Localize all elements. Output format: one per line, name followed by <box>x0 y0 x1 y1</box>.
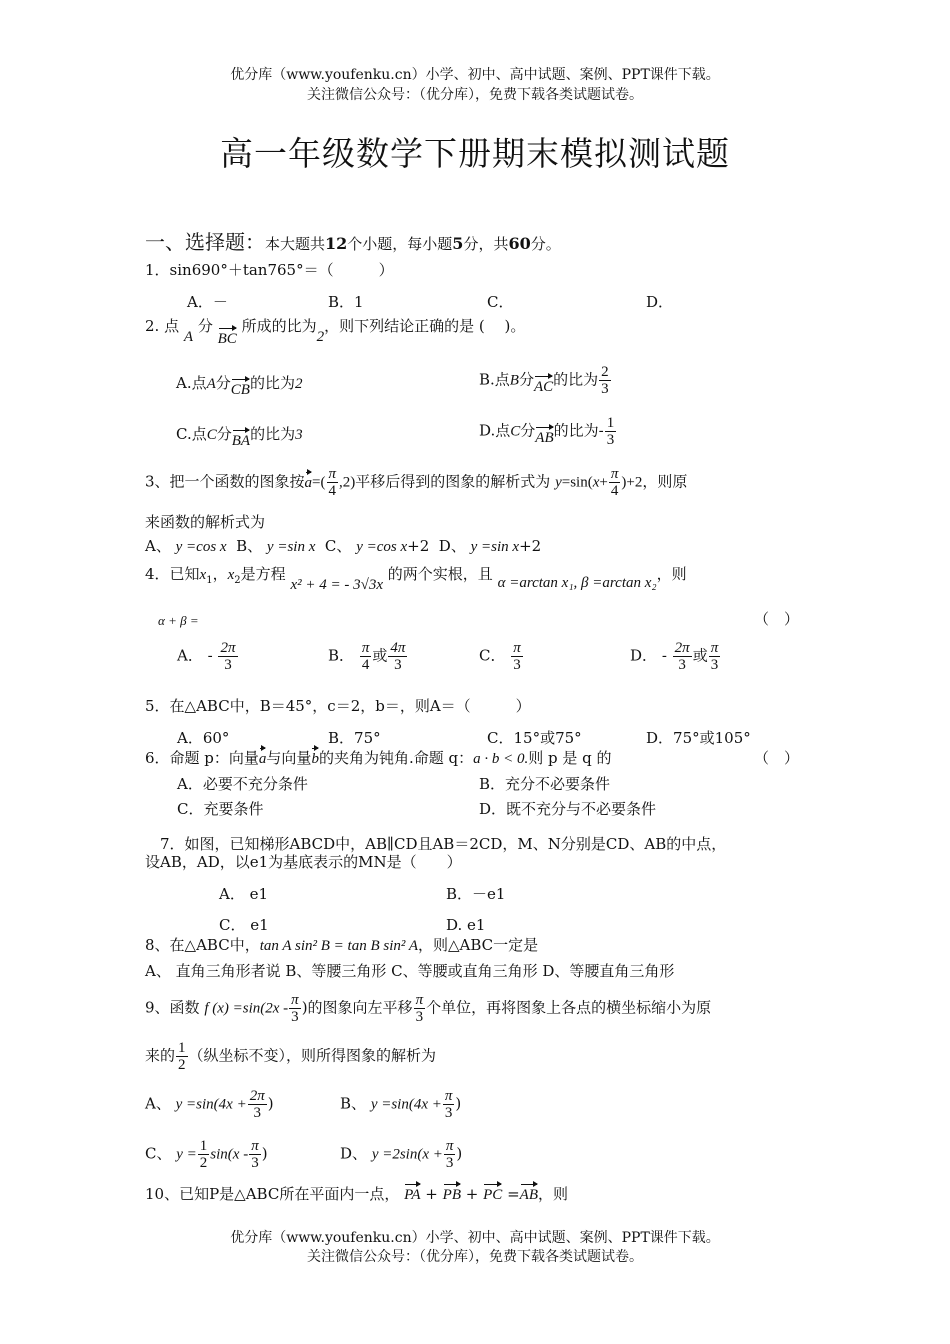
denominator: 3 <box>601 381 609 397</box>
denominator: 3 <box>251 1155 259 1171</box>
footer-line-2: 关注微信公众号：（优分库），免费下载各类试题试卷。 <box>307 1249 643 1265</box>
opt-text: C.点 <box>176 425 207 443</box>
q1-option-c: C． <box>487 293 514 311</box>
q2-text: ，则下列结论正确的是 ( )。 <box>324 317 526 335</box>
opt-vector: AB <box>535 429 554 446</box>
numerator: 2 <box>601 364 609 380</box>
q3-math: =sin( <box>561 474 593 491</box>
q9-option-c <box>145 1138 268 1171</box>
opt-label: B． <box>328 646 355 665</box>
q6-option-b: B．充分不必要条件 <box>479 775 611 793</box>
numerator: π <box>251 1138 259 1154</box>
opt-sign: - <box>207 646 213 665</box>
denominator: 3 <box>291 1009 299 1025</box>
q7-option-a: A． e1 <box>219 885 269 903</box>
opt-fraction <box>511 640 523 673</box>
q4-equation: x² + 4 = - 3√3x <box>290 577 383 593</box>
opt-text: D.点 <box>479 421 511 440</box>
q7-option-d: D. e1 <box>446 916 486 934</box>
q6-option-d: D．既不充分与不必要条件 <box>479 800 657 818</box>
q10-math: = <box>507 1185 520 1203</box>
denominator: 3 <box>606 432 615 448</box>
opt-label: C、 <box>324 537 352 555</box>
opt-fraction <box>605 415 617 448</box>
opt-text: 分 <box>215 374 231 392</box>
q9-text: 个单位，再将图象上各点的横坐标缩小为原 <box>426 998 712 1017</box>
q9-text: 来的 <box>145 1046 176 1065</box>
page-title: 高一年级数学下册期末模拟测试题 <box>220 134 730 173</box>
vector-a: a <box>304 474 313 491</box>
numerator: π <box>445 1138 454 1154</box>
opt-vector: AC <box>533 378 554 395</box>
denominator: 3 <box>415 1009 424 1025</box>
denominator: 3 <box>445 1155 454 1171</box>
q9-text: 的图象向左平移 <box>307 998 413 1017</box>
q6-answer-paren: （ ） <box>754 749 800 767</box>
opt-label: D、 <box>438 537 466 555</box>
denominator: 2 <box>178 1057 186 1073</box>
opt-label: D． <box>630 646 658 665</box>
q4-text: ，则 <box>656 565 687 583</box>
opt-expr: +2 <box>407 537 430 555</box>
q4-sub: 1 <box>206 575 213 586</box>
numerator: π <box>415 992 424 1008</box>
q9-fraction <box>289 992 301 1025</box>
opt-expr: y =cos x <box>175 539 227 555</box>
opt-point: C <box>510 423 521 440</box>
q3-fraction <box>327 466 339 499</box>
q6-text: 6．命题 p：向量 <box>145 749 259 767</box>
vector-bc: BC <box>217 331 237 347</box>
q4-sub: 2 <box>234 575 241 586</box>
q4-option-c <box>479 640 524 673</box>
q4-text: 的两个实根，且 <box>387 565 493 583</box>
q4-option-a <box>177 640 239 673</box>
q2-option-b <box>479 364 612 397</box>
q4-condition: α =arctan x₁, β =arctan x₂ <box>497 575 657 591</box>
q4-sum-expr: α + β = <box>158 613 199 628</box>
points-each: 5 <box>452 234 464 253</box>
q2-option-d <box>479 415 617 448</box>
denominator: 3 <box>444 1105 453 1121</box>
q8-expression: tan A sin² B = tan B sin² A <box>259 938 419 954</box>
opt-point: C <box>206 427 217 443</box>
opt-label: C． <box>479 646 506 665</box>
opt-fraction <box>599 364 611 397</box>
opt-vector: CB <box>230 382 250 398</box>
opt-expr: y = <box>176 1146 197 1163</box>
opt-label: C、 <box>145 1144 172 1163</box>
q1-option-b: B．1 <box>328 293 364 311</box>
opt-expr: sin(x - <box>210 1146 249 1163</box>
q6-option-a: A．必要不充分条件 <box>177 775 308 793</box>
numerator: π <box>291 992 299 1008</box>
q3-math: x <box>592 474 600 491</box>
q9-function: f (x) =sin(2x - <box>204 1000 289 1017</box>
q5-option-c: C．15°或75° <box>487 729 582 747</box>
denominator: 3 <box>678 657 686 673</box>
numerator: π <box>444 1088 453 1104</box>
opt-fraction <box>444 1138 456 1171</box>
opt-expr: y =sin(4x + <box>370 1096 442 1113</box>
opt-vector: BA <box>231 433 251 449</box>
q9-text: ) <box>301 998 308 1017</box>
numerator: 4π <box>390 640 406 656</box>
q4-var: x <box>199 567 207 583</box>
opt-label: A、 <box>145 537 171 555</box>
vector-a: a <box>258 751 267 767</box>
q3-math: ,2) <box>339 474 356 491</box>
q6-option-c: C．充要条件 <box>177 800 264 818</box>
q4-text: 4．已知 <box>145 565 200 583</box>
q10-math: + <box>425 1185 438 1203</box>
denominator: 3 <box>394 657 402 673</box>
opt-point: A <box>206 376 216 392</box>
q9-option-a <box>145 1088 274 1121</box>
question-count: 12 <box>325 234 348 253</box>
denominator: 4 <box>610 483 619 499</box>
q8-text: 8、在△ABC中， <box>145 936 260 954</box>
opt-fraction <box>673 640 692 673</box>
numerator: 1 <box>178 1040 186 1056</box>
q5-option-d: D．75°或105° <box>646 729 751 747</box>
denominator: 2 <box>199 1155 208 1171</box>
q5-option-a: A．60° <box>177 729 230 747</box>
opt-label: B、 <box>236 537 263 555</box>
q9-fraction <box>414 992 426 1025</box>
q4-sum <box>158 611 199 632</box>
opt-fraction <box>198 1138 210 1171</box>
header-line-1: 优分库（www.youfenku.cn）小学、初中、高中试题、案例、PPT课件下载。 <box>230 67 720 83</box>
q7-option-b: B．－e1 <box>446 885 506 903</box>
q8-stem <box>145 935 538 956</box>
q10-text: 10、已知P是△ABC所在平面内一点， <box>145 1185 400 1203</box>
q3-math: y <box>555 474 562 491</box>
opt-fraction <box>709 640 721 673</box>
opt-text: 分 <box>518 370 534 389</box>
vector-pc: PC <box>483 1187 503 1203</box>
numerator: π <box>513 640 521 656</box>
opt-text: A.点 <box>176 374 207 392</box>
section-desc: 本大题共 <box>265 235 326 253</box>
q2-stem <box>145 316 526 347</box>
denominator: 3 <box>253 1105 261 1121</box>
opt-sign: - <box>661 646 667 665</box>
numerator: 2π <box>249 1088 265 1104</box>
vector-ab: AB <box>519 1187 538 1203</box>
q4-stem <box>145 564 687 591</box>
q4-var: x <box>227 567 235 583</box>
opt-text: 的比为 <box>250 425 296 443</box>
opt-text: B.点 <box>479 370 510 389</box>
q9-option-b <box>340 1088 461 1121</box>
numerator: 1 <box>199 1138 208 1154</box>
q1-option-d: D． <box>646 293 674 311</box>
q6-text: 的夹角为钝角.命题 q： <box>318 749 474 767</box>
opt-fraction <box>360 640 372 673</box>
q7-line-1: 7．如图，已知梯形ABCD中，AB∥CD且AB＝2CD，M、N分别是CD、AB的中点， <box>160 835 727 853</box>
vector-pa: PA <box>404 1187 421 1203</box>
q3-options <box>145 536 541 557</box>
q2-text: 2. 点 <box>145 317 180 335</box>
opt-fraction <box>443 1088 455 1121</box>
opt-expr: y =sin(4x + <box>175 1096 247 1113</box>
opt-text: 的比为 <box>553 370 599 389</box>
q8-text: ，则△ABC一定是 <box>418 936 539 954</box>
vector-pb: PB <box>442 1187 461 1203</box>
q3-stem <box>145 466 687 499</box>
numerator: 2π <box>674 640 690 656</box>
q3-math: =( <box>312 474 326 491</box>
q3-text: 平移后得到的图象的解析式为 <box>355 472 551 491</box>
q9-text: （纵坐标不变），则所得图象的解析为 <box>188 1046 437 1065</box>
q8-options: A、 直角三角形者说 B、等腰三角形 C、等腰或直角三角形 D、等腰直角三角形 <box>145 962 675 980</box>
q2-text: 所成的比为 <box>241 317 317 335</box>
q2-text: 分 <box>197 317 213 335</box>
opt-expr: ) <box>261 1144 268 1163</box>
q9-option-d <box>340 1138 462 1171</box>
denominator: 3 <box>710 657 719 673</box>
q3-text: 3、把一个函数的图象按 <box>145 472 305 491</box>
vector-b: b <box>311 751 319 767</box>
opt-sign: - <box>598 421 604 440</box>
opt-value: 3 <box>295 427 303 443</box>
numerator: π <box>361 640 370 656</box>
opt-label: D、 <box>340 1144 368 1163</box>
q2-option-c <box>176 424 303 449</box>
q3-math: + <box>599 474 608 491</box>
q9-stem <box>145 992 711 1025</box>
q1-option-a: A．－ <box>187 293 228 311</box>
opt-point: B <box>509 372 519 389</box>
numerator: π <box>328 466 337 482</box>
numerator: π <box>610 466 619 482</box>
q6-text: 则 p 是 q 的 <box>528 749 612 767</box>
opt-text: 或 <box>372 646 388 665</box>
denominator: 4 <box>328 483 337 499</box>
q4-option-b <box>328 640 408 673</box>
q10-text: ，则 <box>537 1185 568 1203</box>
opt-text: 的比为 <box>249 374 295 392</box>
opt-expr: y =sin x <box>470 539 520 555</box>
section-desc: 分。 <box>530 235 561 253</box>
numerator: 1 <box>606 415 615 431</box>
opt-text: 或 <box>692 646 708 665</box>
opt-text: 分 <box>216 425 232 443</box>
q7-line-2: 设AB，AD，以e1为基底表示的MN是（ ） <box>145 853 462 871</box>
opt-fraction <box>249 1138 261 1171</box>
numerator: 2π <box>220 640 236 656</box>
q5-option-b: B．75° <box>328 729 381 747</box>
opt-fraction <box>388 640 407 673</box>
q10-stem <box>145 1184 568 1205</box>
opt-text: 分 <box>520 421 536 440</box>
denominator: 3 <box>513 657 521 673</box>
points-total: 60 <box>508 234 531 253</box>
opt-expr: ) <box>456 1144 463 1163</box>
opt-fraction <box>218 640 237 673</box>
q9-text: 9、函数 <box>145 998 200 1017</box>
numerator: π <box>710 640 719 656</box>
q1-stem: 1．sin690°＋tan765°＝（ ） <box>145 261 394 279</box>
opt-expr: y =sin x <box>266 539 316 555</box>
section-heading <box>145 226 561 255</box>
section-desc: 分，共 <box>463 235 509 253</box>
header-line-2: 关注微信公众号：（优分库），免费下载各类试题试卷。 <box>307 87 643 103</box>
denominator: 4 <box>361 657 370 673</box>
point-a: A <box>183 329 194 345</box>
opt-expr: y =2sin(x + <box>371 1146 443 1163</box>
footer-line-1: 优分库（www.youfenku.cn）小学、初中、高中试题、案例、PPT课件下载。 <box>230 1230 720 1246</box>
section-desc: 个小题，每小题 <box>347 235 453 253</box>
q6-stem <box>145 748 611 769</box>
q6-inequality: a · b < 0. <box>473 751 529 767</box>
ratio-value: 2 <box>316 329 325 345</box>
opt-expr: +2 <box>519 537 542 555</box>
opt-label: B、 <box>340 1094 367 1113</box>
q4-text: ， <box>212 565 228 583</box>
opt-expr: y =cos x <box>356 539 408 555</box>
q4-option-d <box>630 640 721 673</box>
q4-text: 是方程 <box>240 565 286 583</box>
q2-option-a <box>176 373 303 398</box>
opt-expr: ) <box>267 1094 274 1113</box>
opt-value: 2 <box>294 376 303 392</box>
q3-math: )+2 <box>621 474 643 491</box>
q6-text: 与向量 <box>266 749 312 767</box>
q3-text: ，则原 <box>642 472 688 491</box>
denominator: 3 <box>224 657 232 673</box>
q10-math: + <box>465 1185 479 1203</box>
q4-answer-paren: （ ） <box>754 610 800 628</box>
opt-fraction <box>248 1088 267 1121</box>
opt-expr: ) <box>455 1094 462 1113</box>
q9-half <box>176 1040 188 1073</box>
opt-label: A、 <box>145 1094 171 1113</box>
opt-label: A． <box>177 646 203 665</box>
q3-line-2: 来函数的解析式为 <box>145 513 266 531</box>
q3-fraction-2 <box>609 466 621 499</box>
q5-stem: 5．在△ABC中，B＝45°，c＝2，b＝，则A＝（ ） <box>145 697 531 715</box>
opt-text: 的比为 <box>553 421 599 440</box>
q7-option-c: C． e1 <box>219 916 269 934</box>
q9-line-2 <box>145 1040 436 1073</box>
section-label: 一、选择题： <box>145 230 265 254</box>
